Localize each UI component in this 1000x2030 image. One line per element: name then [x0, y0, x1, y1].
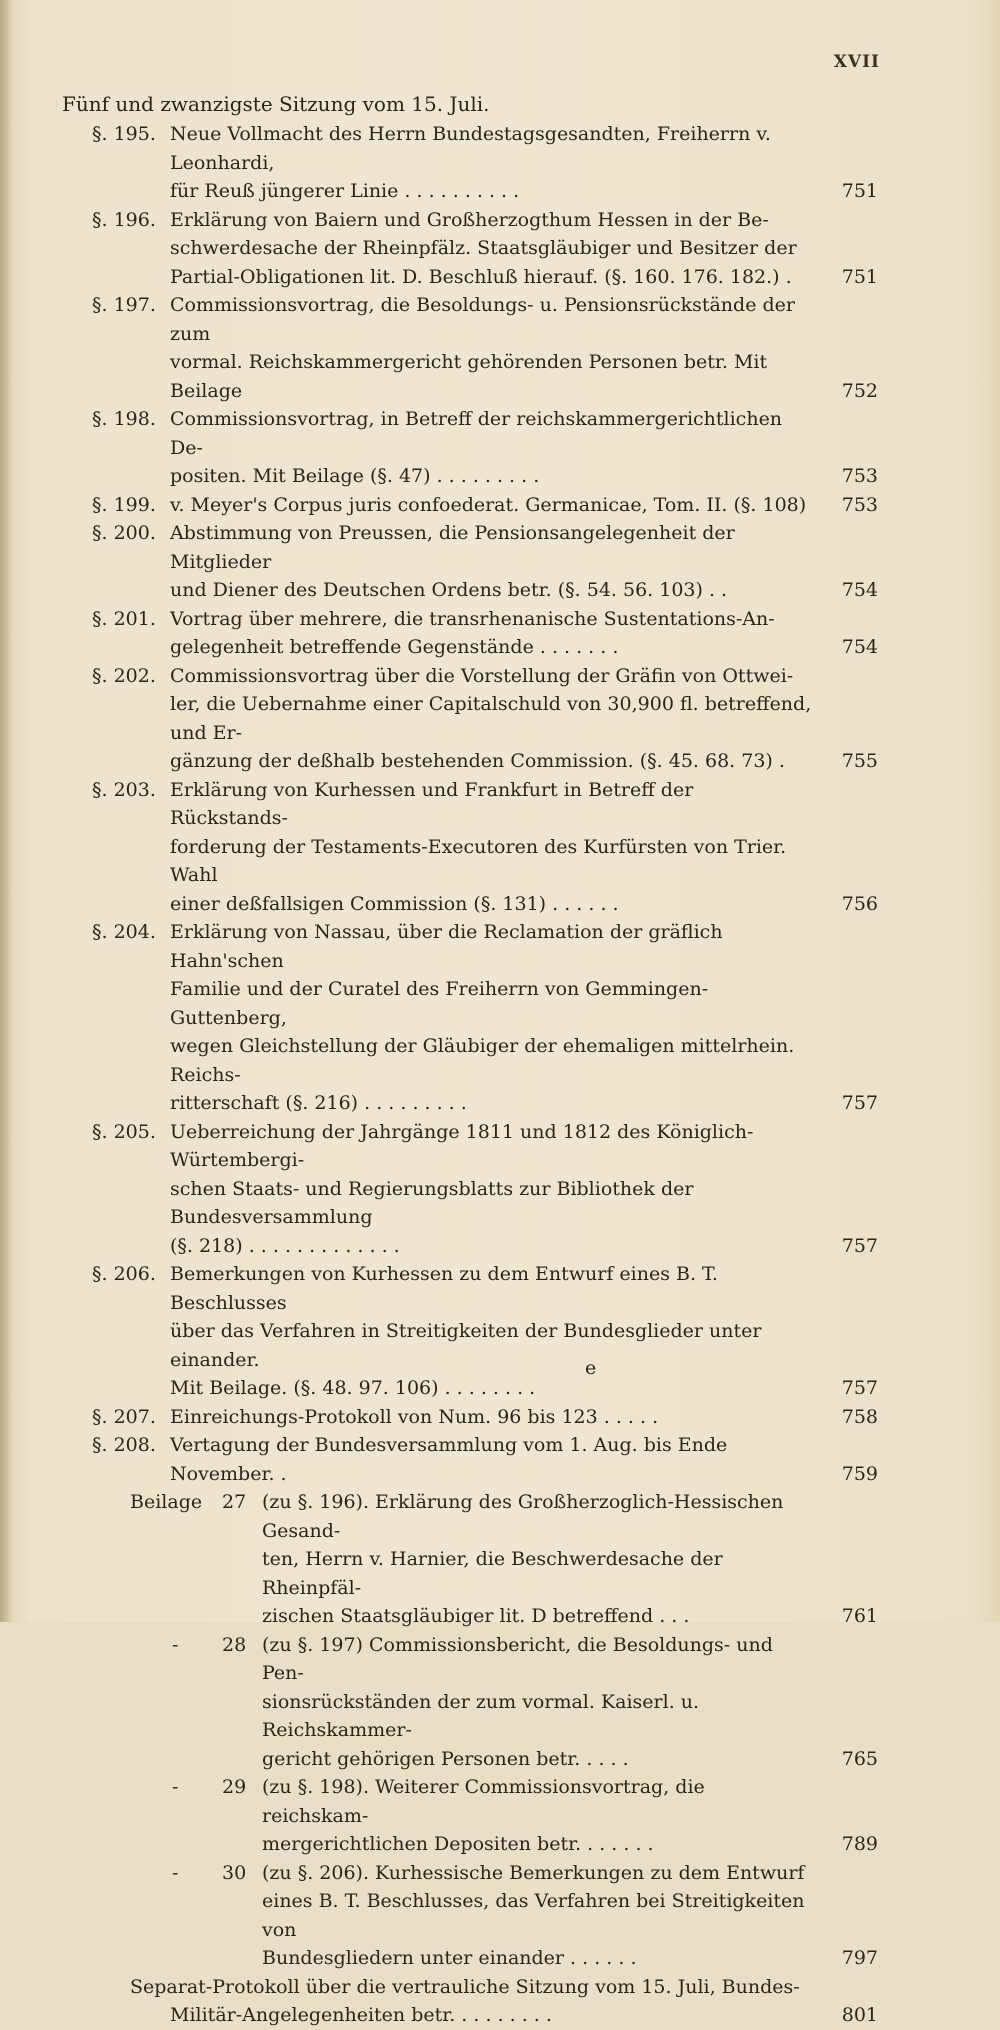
toc-entry: [0, 206, 1000, 292]
appendix-entry: [0, 1631, 1000, 1774]
table-of-contents: [0, 120, 1000, 2030]
appendix-text: (zu §. 196). Erklärung des Großherzoglich-Hessischen Gesand- ten, Herrn v. Harnier, die Beschwerdesache der Rheinpfäl- zischen Staatsgläubiger lit. D betreffend . . .: [262, 1491, 784, 1627]
toc-entry: [0, 605, 1000, 662]
appendix-entry: [0, 1859, 1000, 1973]
separate-protocol-line1: Separat-Protokoll über die vertrauliche Sitzung vom 15. Juli, Bundes-: [130, 1975, 800, 1998]
toc-entry: [0, 291, 1000, 405]
separate-protocol-entry: [0, 1973, 1000, 2030]
section-number: §. 206.: [92, 1263, 156, 1285]
toc-entry: [0, 1260, 1000, 1403]
page-reference: 754: [841, 636, 878, 658]
entry-text: Erklärung von Baiern und Großherzogthum Hessen in der Be- schwerdesache der Rheinpfälz. Staatsgläubiger und Besitzer der Partial-Obligationen lit. D. Beschluß hierauf. (§. 160. 176. 182.) .: [170, 208, 797, 288]
entry-text: Commissionsvortrag, in Betreff der reichskammergerichtlichen De- positen. Mit Beilage (§. 47) . . . . . . . . .: [170, 408, 783, 487]
appendix-number: 29: [222, 1776, 247, 1798]
appendix-number: 28: [222, 1633, 247, 1656]
toc-entry: [0, 120, 1000, 206]
entry-text: Bemerkungen von Kurhessen zu dem Entwurf eines B. T. Beschlusses über das Verfahren in Streitigkeiten der Bundesglieder unter einander. Mit Beilage. (§. 48. 97. 106) . . . . . . . .: [170, 1263, 762, 1399]
section-number: §. 207.: [92, 1405, 156, 1428]
entry-text: Vertagung der Bundesversammlung vom 1. Aug. bis Ende November. .: [170, 1434, 728, 1485]
page-reference: 752: [841, 379, 878, 402]
entry-text: v. Meyer's Corpus juris confoederat. Germanicae, Tom. II. (§. 108): [170, 493, 807, 516]
section-number: §. 195.: [92, 123, 156, 145]
entry-text: Erklärung von Kurhessen und Frankfurt in Betreff der Rückstands- forderung der Testaments-Executoren des Kurfürsten von Trier. Wahl einer deßfallsigen Commission (§. 131) . . . . . .: [170, 778, 787, 915]
section-number: §. 208.: [92, 1434, 156, 1456]
entry-text: Ueberreichung der Jahrgänge 1811 und 1812 des Königlich-Würtembergi- schen Staats- und Regierungsblatts zur Bibliothek der Bundesversammlung (§. 218) . . . . . . . . . . . . .: [170, 1120, 754, 1257]
section-number: §. 201.: [92, 607, 156, 630]
page-reference: 797: [841, 1947, 878, 1969]
toc-entry: [0, 519, 1000, 605]
section-number: §. 198.: [92, 408, 156, 430]
page-number: XVII: [833, 52, 880, 72]
entry-text: Abstimmung von Preussen, die Pensionsangelegenheit der Mitglieder und Diener des Deutschen Ordens betr. (§. 54. 56. 103) . .: [170, 522, 735, 601]
entry-text: Erklärung von Nassau, über die Reclamation der gräflich Hahn'schen Familie und der Curatel des Freiherrn von Gemmingen-Guttenberg, wegen Gleichstellung der Gläubiger der ehemaligen mittelrhein. Reichs- ritterschaft (§. 216) . . . . . . . . .: [170, 921, 795, 1114]
page-reference: 761: [841, 1605, 878, 1627]
section-number: §. 205.: [92, 1120, 156, 1143]
toc-entry: [0, 1431, 1000, 1488]
appendix-entry: [0, 1773, 1000, 1859]
section-number: §. 202.: [92, 664, 156, 687]
ditto-mark: -: [172, 1861, 179, 1884]
page-reference: 789: [841, 1833, 878, 1855]
ditto-mark: -: [172, 1633, 179, 1656]
page-reference: 751: [841, 180, 878, 202]
appendix-entry: [0, 1488, 1000, 1631]
toc-entry: [0, 1118, 1000, 1261]
page-reference: 754: [841, 579, 878, 601]
toc-entry: [0, 918, 1000, 1118]
section-number: §. 204.: [92, 921, 156, 943]
toc-entry: [0, 405, 1000, 491]
section-number: §. 197.: [92, 294, 156, 316]
entry-list: [0, 120, 1000, 1488]
appendix-number: 27: [222, 1491, 247, 1513]
appendix-text: (zu §. 197) Commissionsbericht, die Besoldungs- und Pen- sionsrückständen der zum vormal. Kaiserl. u. Reichskammer- gericht gehörigen Personen betr. . . . .: [262, 1633, 773, 1770]
entry-text: Commissionsvortrag über die Vorstellung der Gräfin von Ottwei- ler, die Uebernahme einer Capitalschuld von 30,900 fl. betreffend, und Er- gänzung der deßhalb bestehenden Commission. (§. 45. 68. 73) .: [170, 664, 812, 772]
ditto-mark: -: [172, 1776, 179, 1798]
appendix-text: (zu §. 198). Weiterer Commissionsvortrag, die reichskam- mergerichtlichen Depositen betr. . . . . . .: [262, 1776, 705, 1855]
appendix-list: [0, 1488, 1000, 1973]
entry-text: Neue Vollmacht des Herrn Bundestagsgesandten, Freiherrn v. Leonhardi, für Reuß jüngerer Linie . . . . . . . . . .: [170, 123, 771, 202]
page-reference: 765: [841, 1747, 878, 1770]
page-reference: 755: [841, 750, 878, 772]
page-reference: 757: [841, 1234, 878, 1257]
section-number: §. 203.: [92, 778, 156, 801]
toc-entry: [0, 662, 1000, 776]
appendix-number: 30: [222, 1861, 247, 1884]
toc-entry: [0, 491, 1000, 520]
appendix-label: Beilage: [130, 1491, 203, 1513]
separate-protocol-page: 801: [841, 2004, 878, 2026]
entry-text: Commissionsvortrag, die Besoldungs- u. Pensionsrückstände der zum vormal. Reichskammergericht gehörenden Personen betr. Mit Beilage: [170, 294, 795, 402]
toc-entry: [0, 1403, 1000, 1432]
toc-entry: [0, 776, 1000, 919]
page-reference: 757: [841, 1092, 878, 1114]
page-reference: 756: [841, 892, 878, 915]
page-reference: 759: [841, 1462, 878, 1485]
page-reference: 753: [841, 493, 878, 516]
section-number: §. 196.: [92, 208, 156, 231]
separate-protocol-line2: Militär-Angelegenheiten betr. . . . . . . . .: [170, 2004, 552, 2026]
section-number: §. 200.: [92, 522, 156, 544]
entry-text: Einreichungs-Protokoll von Num. 96 bis 123 . . . . .: [170, 1405, 659, 1428]
signature-mark: e: [585, 1357, 597, 1379]
section-number: §. 199.: [92, 493, 156, 516]
page-reference: 757: [841, 1377, 878, 1399]
page-reference: 751: [841, 265, 878, 288]
entry-text: Vortrag über mehrere, die transrhenanische Sustentations-An- gelegenheit betreffende Gegenstände . . . . . . .: [170, 607, 775, 658]
separate-protocol-text: [130, 1973, 812, 2030]
session-title: Fünf und zwanzigste Sitzung vom 15. Juli.: [62, 92, 490, 116]
page-reference: 753: [841, 465, 878, 487]
appendix-text: (zu §. 206). Kurhessische Bemerkungen zu dem Entwurf eines B. T. Beschlusses, das Verfahren bei Streitigkeiten von Bundesgliedern unter einander . . . . . .: [262, 1861, 805, 1969]
page-reference: 758: [841, 1405, 878, 1428]
